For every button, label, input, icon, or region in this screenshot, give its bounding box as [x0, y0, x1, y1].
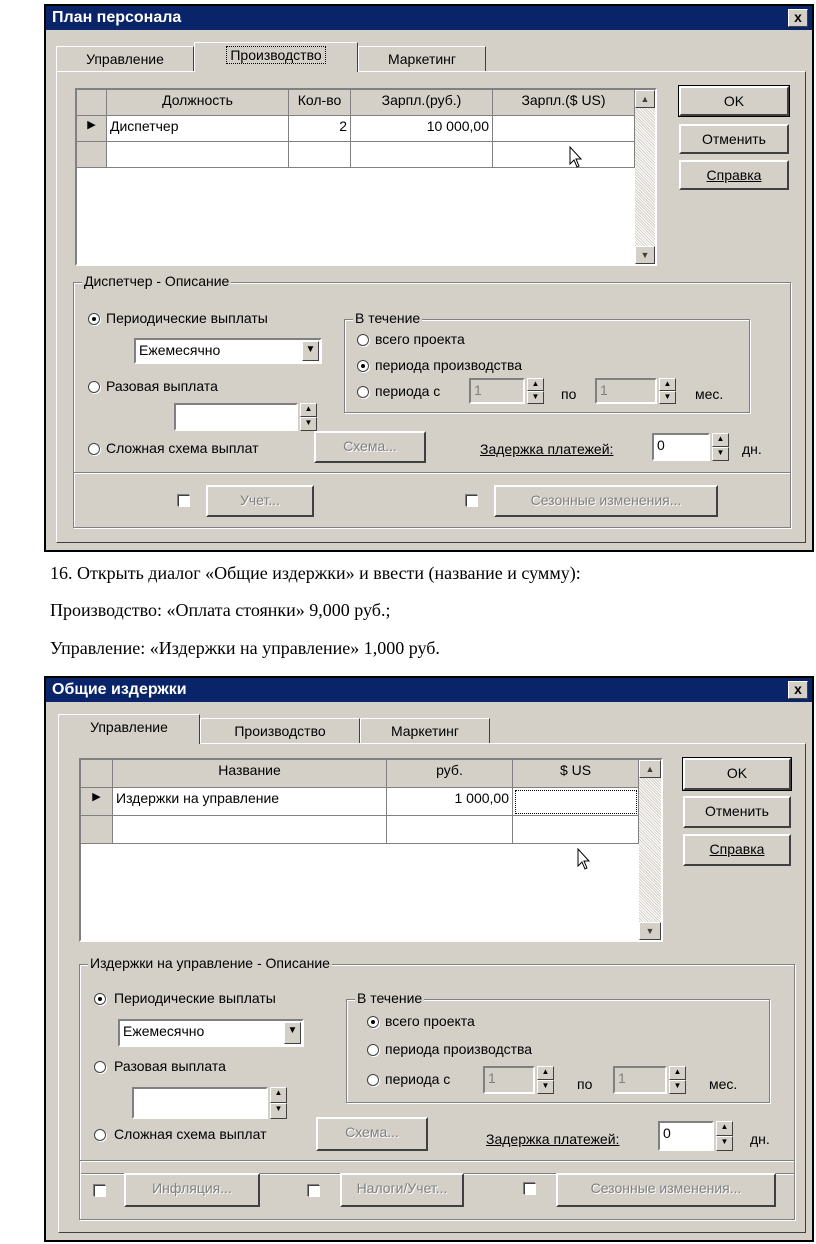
payment-delay-label-text: Задержка платежей: — [480, 441, 614, 457]
help-button[interactable] — [679, 160, 789, 190]
help-button-label: Справка — [709, 841, 765, 857]
dialog-title-bar — [46, 6, 812, 30]
payment-delay-input[interactable]: 0 — [658, 1121, 714, 1151]
months-label: мес. — [695, 386, 724, 402]
table-cell[interactable] — [107, 142, 289, 168]
seasonal-changes-button[interactable]: Сезонные изменения... — [494, 485, 718, 517]
table-cell[interactable] — [493, 116, 635, 142]
payment-delay-spinner[interactable] — [712, 433, 729, 461]
help-button[interactable] — [683, 834, 791, 866]
cancel-button[interactable]: Отменить — [679, 124, 789, 154]
periodic-payments-radio[interactable] — [94, 993, 106, 1005]
vertical-scrollbar[interactable] — [635, 90, 655, 264]
table-cell-focused[interactable] — [513, 788, 639, 816]
period-from-input[interactable]: 1 — [469, 378, 525, 404]
periodic-payments-radio[interactable] — [88, 313, 100, 325]
column-header-salary-rub[interactable]: Зарпл.(руб.) — [351, 90, 493, 116]
row-header — [81, 816, 113, 844]
dialog-title: Общие издержки — [52, 681, 187, 698]
complex-scheme-radio[interactable] — [88, 443, 100, 455]
production-period-label[interactable]: периода производства — [375, 357, 523, 373]
days-label: дн. — [742, 441, 762, 457]
seasonal-changes-button[interactable]: Сезонные изменения... — [556, 1173, 776, 1207]
payment-delay-input[interactable]: 0 — [652, 433, 710, 461]
general-costs-dialog — [44, 676, 814, 1242]
instruction-line: Производство: «Оплата стоянки» 9,000 руб.; — [50, 600, 391, 620]
row-header — [77, 142, 107, 168]
spin-up-icon[interactable]: ▲ — [659, 378, 676, 391]
one-time-amount-spinner[interactable] — [300, 403, 317, 431]
table-cell[interactable]: Диспетчер — [107, 116, 289, 142]
one-time-payment-label[interactable]: Разовая выплата — [106, 378, 218, 394]
staff-table[interactable] — [75, 88, 657, 266]
whole-project-radio[interactable] — [357, 334, 369, 346]
spin-up-icon[interactable]: ▲ — [300, 403, 317, 417]
period-from-spinner[interactable] — [527, 378, 544, 404]
tab-label: Маркетинг — [390, 723, 460, 739]
ok-button[interactable]: OK — [683, 758, 791, 790]
table-cell[interactable] — [513, 816, 639, 844]
cancel-button[interactable]: Отменить — [683, 796, 791, 828]
frequency-select[interactable] — [118, 1019, 304, 1047]
spin-down-icon[interactable]: ▼ — [669, 1080, 686, 1094]
scroll-down-icon[interactable]: ▼ — [635, 246, 655, 264]
vertical-scrollbar[interactable] — [639, 760, 661, 940]
tab-label: Управление — [86, 51, 164, 67]
period-from-radio[interactable] — [367, 1074, 379, 1086]
periodic-payments-label[interactable]: Периодические выплаты — [106, 310, 268, 326]
spin-down-icon[interactable]: ▼ — [537, 1080, 554, 1094]
one-time-amount-input[interactable] — [132, 1087, 268, 1119]
tab-label: Производство — [226, 46, 325, 64]
chevron-down-icon[interactable]: ▼ — [302, 341, 319, 361]
tab-panel — [56, 71, 806, 543]
complex-scheme-label[interactable]: Сложная схема выплат — [114, 1126, 267, 1142]
tab-marketing[interactable] — [358, 46, 486, 72]
frequency-select[interactable] — [134, 338, 322, 364]
table-cell[interactable]: 2 — [289, 116, 351, 142]
tab-marketing[interactable] — [360, 718, 490, 744]
scroll-up-icon[interactable]: ▲ — [639, 760, 661, 778]
description-group-title: Диспетчер - Описание — [84, 273, 230, 289]
during-group — [344, 310, 750, 413]
table-cell[interactable] — [289, 142, 351, 168]
row-pointer-icon: ▶ — [77, 116, 107, 142]
staff-plan-dialog — [44, 4, 814, 552]
tab-management[interactable] — [58, 714, 200, 744]
mouse-cursor-icon — [569, 146, 585, 170]
row-pointer-icon: ▶ — [81, 788, 113, 816]
chevron-down-icon[interactable]: ▼ — [284, 1022, 301, 1044]
periodic-payments-label[interactable]: Периодические выплаты — [114, 990, 276, 1006]
column-header-count[interactable]: Кол-во — [289, 90, 351, 116]
taxes-accounting-button[interactable]: Налоги/Учет... — [340, 1173, 464, 1207]
table-cell[interactable]: 10 000,00 — [351, 116, 493, 142]
spin-up-icon[interactable]: ▲ — [669, 1066, 686, 1080]
options-strip — [79, 1160, 795, 1220]
period-from-spinner[interactable] — [537, 1066, 554, 1094]
spin-up-icon[interactable]: ▲ — [716, 1121, 733, 1136]
payment-delay-label — [486, 1131, 619, 1147]
tab-management[interactable] — [56, 46, 194, 72]
help-button-label: Справка — [706, 167, 762, 183]
period-from-label[interactable]: периода с — [385, 1071, 451, 1087]
tab-label: Производство — [234, 723, 326, 739]
seasonal-changes-checkbox[interactable] — [466, 495, 478, 507]
ok-button[interactable]: OK — [679, 86, 789, 116]
column-header-rub[interactable]: руб. — [387, 760, 513, 788]
table-cell[interactable] — [493, 142, 635, 168]
instruction-line: 16. Открыть диалог «Общие издержки» и ввести (название и сумму): — [50, 563, 581, 583]
scheme-button[interactable]: Схема... — [314, 431, 426, 463]
payment-delay-spinner[interactable] — [716, 1121, 733, 1151]
scroll-down-icon[interactable]: ▼ — [639, 922, 661, 940]
instruction-line: Управление: «Издержки на управление» 1,000 руб. — [50, 638, 440, 658]
tab-label: Маркетинг — [387, 51, 457, 67]
accounting-button[interactable]: Учет... — [206, 485, 314, 517]
column-header-usd[interactable]: $ US — [513, 760, 639, 788]
scheme-button[interactable]: Схема... — [316, 1117, 428, 1151]
tab-panel — [58, 743, 806, 1233]
complex-scheme-label[interactable]: Сложная схема выплат — [106, 440, 259, 456]
column-header-salary-usd[interactable]: Зарпл.($ US) — [493, 90, 635, 116]
during-group — [346, 990, 770, 1103]
table-cell[interactable] — [387, 816, 513, 844]
period-to-input[interactable]: 1 — [613, 1066, 667, 1094]
table-cell[interactable] — [113, 816, 387, 844]
production-period-radio[interactable] — [357, 360, 369, 372]
tab-label: Управление — [90, 719, 168, 735]
payment-delay-label-text: Задержка платежей: — [486, 1131, 620, 1147]
inflation-checkbox[interactable] — [94, 1185, 106, 1197]
dialog-title: План персонала — [52, 9, 182, 26]
months-label: мес. — [709, 1076, 738, 1092]
taxes-accounting-checkbox[interactable] — [308, 1185, 320, 1197]
description-group-title: Издержки на управление - Описание — [90, 955, 330, 971]
spin-down-icon[interactable]: ▼ — [659, 391, 676, 404]
spin-down-icon[interactable]: ▼ — [712, 447, 729, 461]
whole-project-radio[interactable] — [367, 1016, 379, 1028]
spin-down-icon[interactable]: ▼ — [527, 391, 544, 404]
spin-down-icon[interactable]: ▼ — [716, 1136, 733, 1151]
frequency-value: Ежемесячно — [123, 1023, 205, 1039]
spin-down-icon[interactable]: ▼ — [300, 417, 317, 431]
complex-scheme-radio[interactable] — [94, 1129, 106, 1141]
close-button[interactable]: x — [788, 681, 808, 699]
tab-production[interactable] — [200, 718, 360, 744]
one-time-amount-spinner[interactable] — [270, 1087, 287, 1119]
column-header-name[interactable]: Название — [113, 760, 387, 788]
period-from-label[interactable]: периода с — [375, 383, 441, 399]
period-to-label: по — [577, 1076, 593, 1092]
costs-table[interactable] — [79, 758, 663, 942]
mouse-cursor-icon — [577, 848, 593, 872]
spin-up-icon[interactable]: ▲ — [527, 378, 544, 391]
close-button[interactable]: x — [788, 9, 808, 27]
whole-project-label[interactable]: всего проекта — [385, 1013, 475, 1029]
row-header-corner — [77, 90, 107, 116]
period-to-spinner[interactable] — [669, 1066, 686, 1094]
accounting-checkbox[interactable] — [178, 495, 190, 507]
one-time-amount-input[interactable] — [174, 403, 298, 431]
spin-down-icon[interactable]: ▼ — [270, 1103, 287, 1119]
seasonal-changes-checkbox[interactable] — [524, 1183, 536, 1195]
period-to-label: по — [561, 386, 577, 402]
period-to-spinner[interactable] — [659, 378, 676, 404]
period-from-input[interactable]: 1 — [483, 1066, 535, 1094]
dialog-title-bar — [46, 678, 812, 702]
table-cell[interactable] — [351, 142, 493, 168]
one-time-payment-radio[interactable] — [88, 381, 100, 393]
whole-project-label[interactable]: всего проекта — [375, 331, 465, 347]
table-cell[interactable]: 1 000,00 — [387, 788, 513, 816]
spin-up-icon[interactable]: ▲ — [270, 1087, 287, 1103]
tab-production[interactable] — [194, 42, 358, 72]
column-header-position[interactable]: Должность — [107, 90, 289, 116]
table-cell[interactable]: Издержки на управление — [113, 788, 387, 816]
payment-delay-label — [480, 441, 613, 457]
row-header-corner — [81, 760, 113, 788]
inflation-button[interactable]: Инфляция... — [124, 1173, 260, 1207]
during-group-title: В течение — [357, 990, 423, 1006]
during-group-title: В течение — [355, 310, 421, 326]
spin-up-icon[interactable]: ▲ — [712, 433, 729, 447]
options-strip — [73, 472, 791, 528]
production-period-radio[interactable] — [367, 1044, 379, 1056]
production-period-label[interactable]: периода производства — [385, 1041, 533, 1057]
period-from-radio[interactable] — [357, 386, 369, 398]
description-group — [79, 955, 795, 1174]
scroll-up-icon[interactable]: ▲ — [635, 90, 655, 108]
period-to-input[interactable]: 1 — [595, 378, 657, 404]
one-time-payment-label[interactable]: Разовая выплата — [114, 1058, 226, 1074]
frequency-value: Ежемесячно — [139, 342, 221, 358]
days-label: дн. — [750, 1131, 770, 1147]
spin-up-icon[interactable]: ▲ — [537, 1066, 554, 1080]
one-time-payment-radio[interactable] — [94, 1061, 106, 1073]
